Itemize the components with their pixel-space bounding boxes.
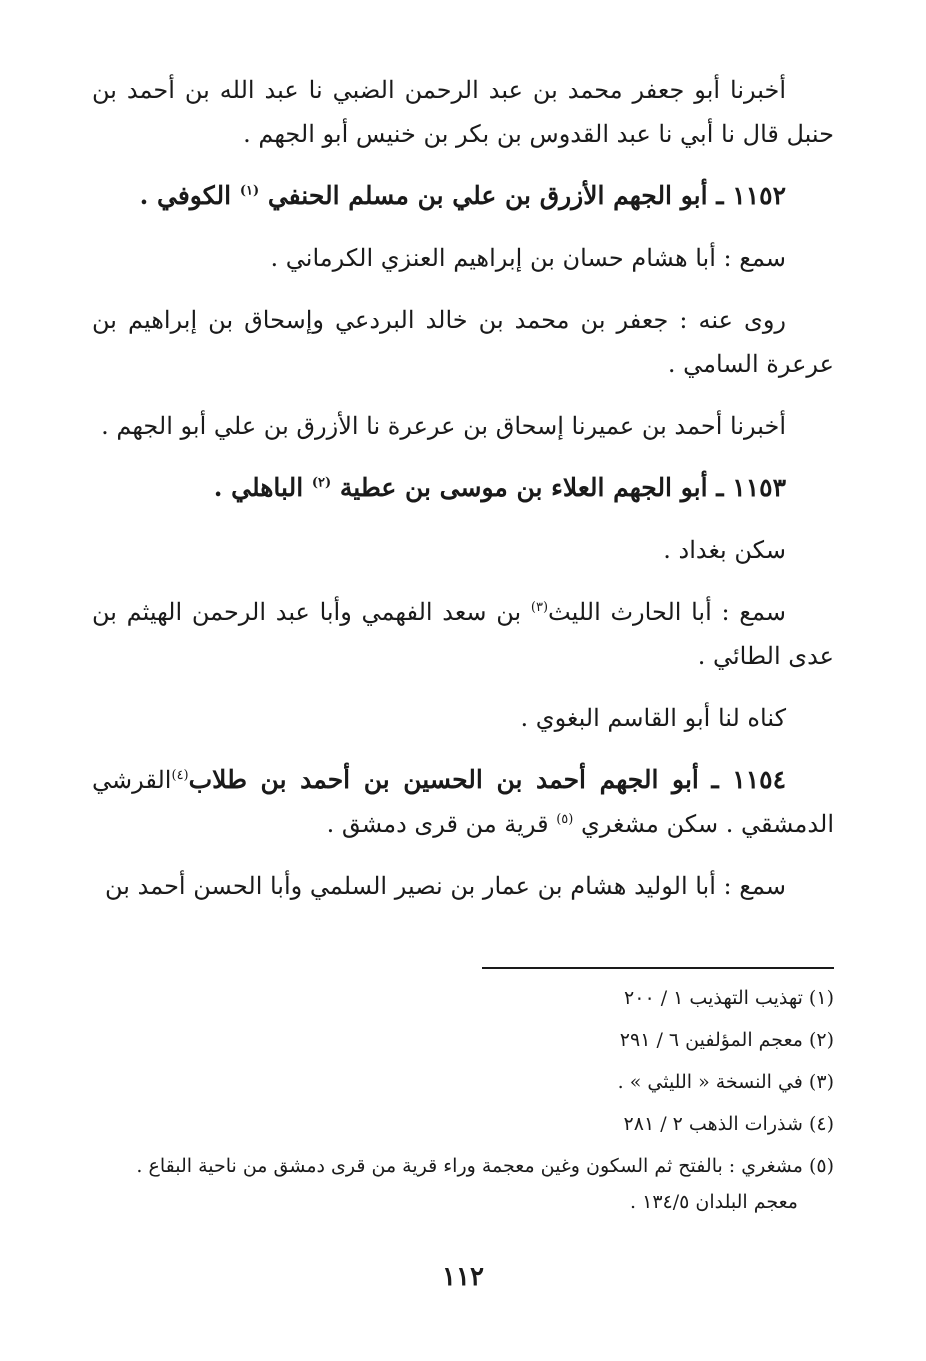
entry-1153 (92, 466, 834, 510)
paragraph-kunya: كناه لنا أبو القاسم البغوي . (520, 704, 786, 732)
entry-1152 (92, 174, 834, 218)
text-segment: بن سعد الفهمي وأبا عبد الرحمن الهيثم بن عدى الطائي . (92, 598, 834, 670)
footnote-5: (٥) مشغري : بالفتح ثم السكون وغين معجمة وراء قرية من قرى دمشق من ناحية البقاع . (136, 1155, 834, 1177)
paragraph-residence: سكن بغداد . (663, 536, 786, 564)
entry-name: أبو الجهم أحمد بن الحسين بن أحمد بن طلاب (188, 765, 699, 794)
paragraph-heard: سمع : أبا هشام حسان بن إبراهيم العنزي الكرماني . (270, 244, 786, 272)
page-number: ١١٢ (442, 1262, 484, 1292)
footnote-ref: (٥) (556, 812, 574, 827)
footnote-3: (٣) في النسخة « الليثي » . (617, 1071, 834, 1093)
paragraph-narrated: روى عنه : جعفر بن محمد بن خالد البردعي وإسحاق بن إبراهيم بن عرعرة السامي . (92, 306, 834, 378)
entry-nisba: القرشي الدمشقي . سكن مشغري (92, 766, 834, 838)
footnote-2: (٢) معجم المؤلفين ٦ / ٢٩١ (619, 1029, 834, 1051)
entry-nisba: الباهلي . (213, 473, 304, 502)
footnote-divider (482, 967, 834, 969)
entry-name: أبو الجهم الأزرق بن علي بن مسلم الحنفي (267, 181, 708, 210)
entry-nisba: الكوفي . (139, 181, 232, 210)
entry-number: ١١٥٤ ـ (711, 765, 786, 794)
footnote-ref: (٣) (530, 600, 549, 615)
entry-number: ١١٥٣ ـ (716, 473, 786, 502)
text-segment: سمع : أبا الحارث الليث (548, 598, 786, 626)
footnote-5-continuation: معجم البلدان ١٣٤/٥ . (630, 1191, 798, 1213)
footnote-ref: (١) (239, 183, 260, 199)
footnote-ref: (٤) (171, 768, 189, 783)
footnote-ref: (٢) (311, 475, 332, 491)
footnote-4: (٤) شذرات الذهب ٢ / ٢٨١ (623, 1113, 834, 1135)
entry-1154 (92, 758, 834, 846)
main-text (92, 68, 834, 908)
entry-name: أبو الجهم العلاء بن موسى بن عطية (339, 473, 708, 502)
footnotes (92, 982, 834, 1218)
paragraph-heard-3: سمع : أبا الوليد هشام بن عمار بن نصير السلمي وأبا الحسن أحمد بن (105, 872, 786, 900)
entry-number: ١١٥٢ ـ (716, 181, 786, 210)
entry-place: قرية من قرى دمشق . (326, 810, 549, 838)
paragraph-isnad: أخبرنا أبو جعفر محمد بن عبد الرحمن الضبي نا عبد الله بن أحمد بن حنبل قال نا أبي نا عبد القدوس بن بكر بن خنيس أبو الجهم . (92, 76, 834, 148)
footnote-1: (١) تهذيب التهذيب ١ / ٢٠٠ (624, 987, 834, 1009)
paragraph-isnad-2: أخبرنا أحمد بن عميرنا إسحاق بن عرعرة نا الأزرق بن علي أبو الجهم . (101, 412, 786, 440)
paragraph-heard-2 (92, 590, 834, 678)
